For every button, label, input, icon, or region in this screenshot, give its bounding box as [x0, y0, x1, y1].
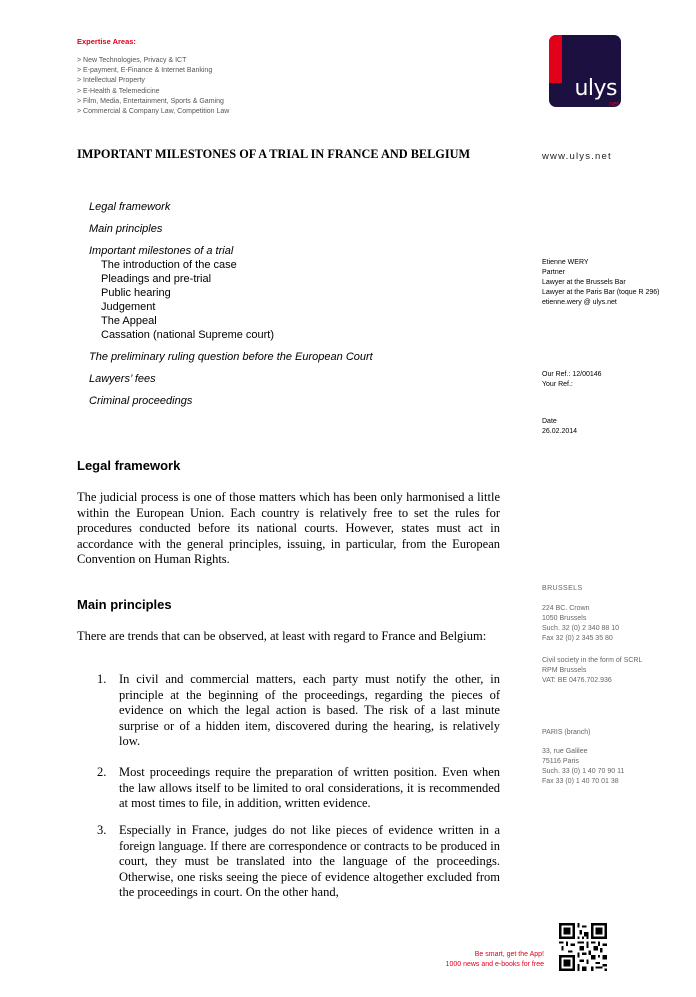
table-of-contents	[89, 200, 373, 408]
fax-line: Fax 33 (0) 1 40 70 01 38	[542, 778, 619, 785]
toc-item: Lawyers’ fees	[89, 373, 156, 385]
phone-line: Such. 32 (0) 2 340 88 10	[542, 625, 620, 632]
list-number: 1.	[97, 672, 107, 686]
toc-item: Legal framework	[89, 201, 171, 213]
expertise-item: > Intellectual Property	[77, 77, 145, 85]
expertise-item: > Film, Media, Entertainment, Sports & Gaming	[77, 97, 224, 105]
list-text: Most proceedings require the preparation of written position. Even when the law allows itself to be limited to oral considerations, it is recommended at most times to file, in addition, written evidence.	[119, 765, 500, 810]
logo-text: ulys	[574, 76, 617, 101]
registration-line: Civil society in the form of SCRL	[542, 657, 643, 664]
list-item	[97, 823, 500, 901]
section-heading-main: Main principles	[77, 597, 172, 612]
contact-email[interactable]: etienne.wery @ ulys.net	[542, 299, 617, 306]
expertise-item: > E-payment, E-Finance & Internet Banking	[77, 67, 213, 75]
date-label: Date	[542, 418, 557, 425]
address-line: 1050 Brussels	[542, 615, 587, 622]
qr-code-icon[interactable]	[559, 923, 607, 971]
our-ref: Our Ref.: 12/00146	[542, 371, 602, 378]
website-url[interactable]: www.ulys.net	[542, 151, 612, 162]
your-ref: Your Ref.:	[542, 381, 573, 388]
list-number: 3.	[97, 823, 107, 837]
document-title: IMPORTANT MILESTONES OF A TRIAL IN FRANCE AND BELGIUM	[77, 147, 471, 161]
contact-bar: Lawyer at the Paris Bar (toque R 296)	[542, 289, 660, 296]
contact-role: Partner	[542, 269, 565, 276]
expertise-item: > New Technologies, Privacy & ICT	[77, 57, 187, 64]
contact-name: Etienne WERY	[542, 259, 589, 266]
address-line: 75116 Paris	[542, 758, 579, 765]
contact-bar: Lawyer at the Brussels Bar	[542, 279, 626, 286]
logo-sub-text: net	[609, 101, 619, 107]
date-block	[542, 417, 577, 437]
expertise-item: > Commercial & Company Law, Competition Law	[77, 108, 230, 116]
toc-subitem: Public hearing	[101, 287, 171, 299]
toc-subitem: Pleadings and pre-trial	[101, 273, 212, 285]
logo-red-bar	[549, 35, 562, 83]
toc-item: Important milestones of a trial	[89, 245, 234, 257]
app-promo[interactable]	[410, 950, 544, 969]
brussels-title: BRUSSELS	[542, 585, 583, 592]
list-item	[97, 765, 500, 812]
section-heading-legal: Legal framework	[77, 458, 181, 473]
expertise-item: > E-Health & Telemedicine	[77, 87, 160, 95]
legal-paragraph: The judicial process is one of those matters which has been only harmonised a little within the European Union. Each country is relatively free to set the rules for procedures conducted before its national courts. However, states must act in accordance with the general principles, issuing, in particular, from the European Convention on Human Rights.	[77, 490, 500, 566]
company-registration	[542, 656, 642, 686]
toc-subitem: The introduction of the case	[101, 259, 237, 271]
phone-line: Such. 33 (0) 1 40 70 90 11	[542, 768, 625, 775]
reference-block	[542, 370, 602, 390]
app-promo-line: 1000 news and e-books for free	[445, 960, 544, 968]
app-promo-line: Be smart, get the App!	[474, 951, 544, 958]
list-text: In civil and commercial matters, each party must notify the other, in principle at the beginning of the proceedings, regarding the pieces of evidence on which the legal action is based. The risk of a last minute surprise or of a hidden item, discovered during the hearing, is relatively low.	[119, 672, 500, 748]
paris-title: PARIS (branch)	[542, 729, 591, 736]
list-item	[97, 672, 500, 750]
address-line: 224 BC. Crown	[542, 605, 590, 612]
toc-subitem: Cassation (national Supreme court)	[101, 329, 275, 341]
ulys-logo	[549, 35, 621, 107]
brussels-address	[542, 604, 619, 644]
address-line: 33, rue Galilee	[542, 748, 588, 755]
registration-line: RPM Brussels	[542, 667, 587, 674]
toc-item: The preliminary ruling question before the European Court	[89, 351, 373, 363]
main-intro-paragraph: There are trends that can be observed, at least with regard to France and Belgium:	[77, 629, 487, 643]
date-value: 26.02.2014	[542, 428, 578, 435]
registration-line: VAT: BE 0476.702.936	[542, 677, 612, 684]
expertise-list	[77, 56, 229, 117]
toc-subitem: The Appeal	[101, 315, 157, 327]
expertise-title: Expertise Areas:	[77, 37, 136, 46]
list-text: Especially in France, judges do not like pieces of evidence written in a foreign language. If there are correspondence or contracts to be produced in court, they must be translated into the language of the proceedings. Otherwise, one risks seeing the piece of evidence altogether excluded from the proceedings in court. On the other hand,	[119, 823, 500, 899]
toc-subitem: Judgement	[101, 301, 156, 313]
list-number: 2.	[97, 765, 107, 779]
fax-line: Fax 32 (0) 2 345 35 80	[542, 635, 613, 642]
paris-address	[542, 747, 624, 787]
toc-item: Main principles	[89, 223, 163, 235]
contact-block	[542, 258, 660, 308]
toc-item: Criminal proceedings	[89, 395, 193, 407]
